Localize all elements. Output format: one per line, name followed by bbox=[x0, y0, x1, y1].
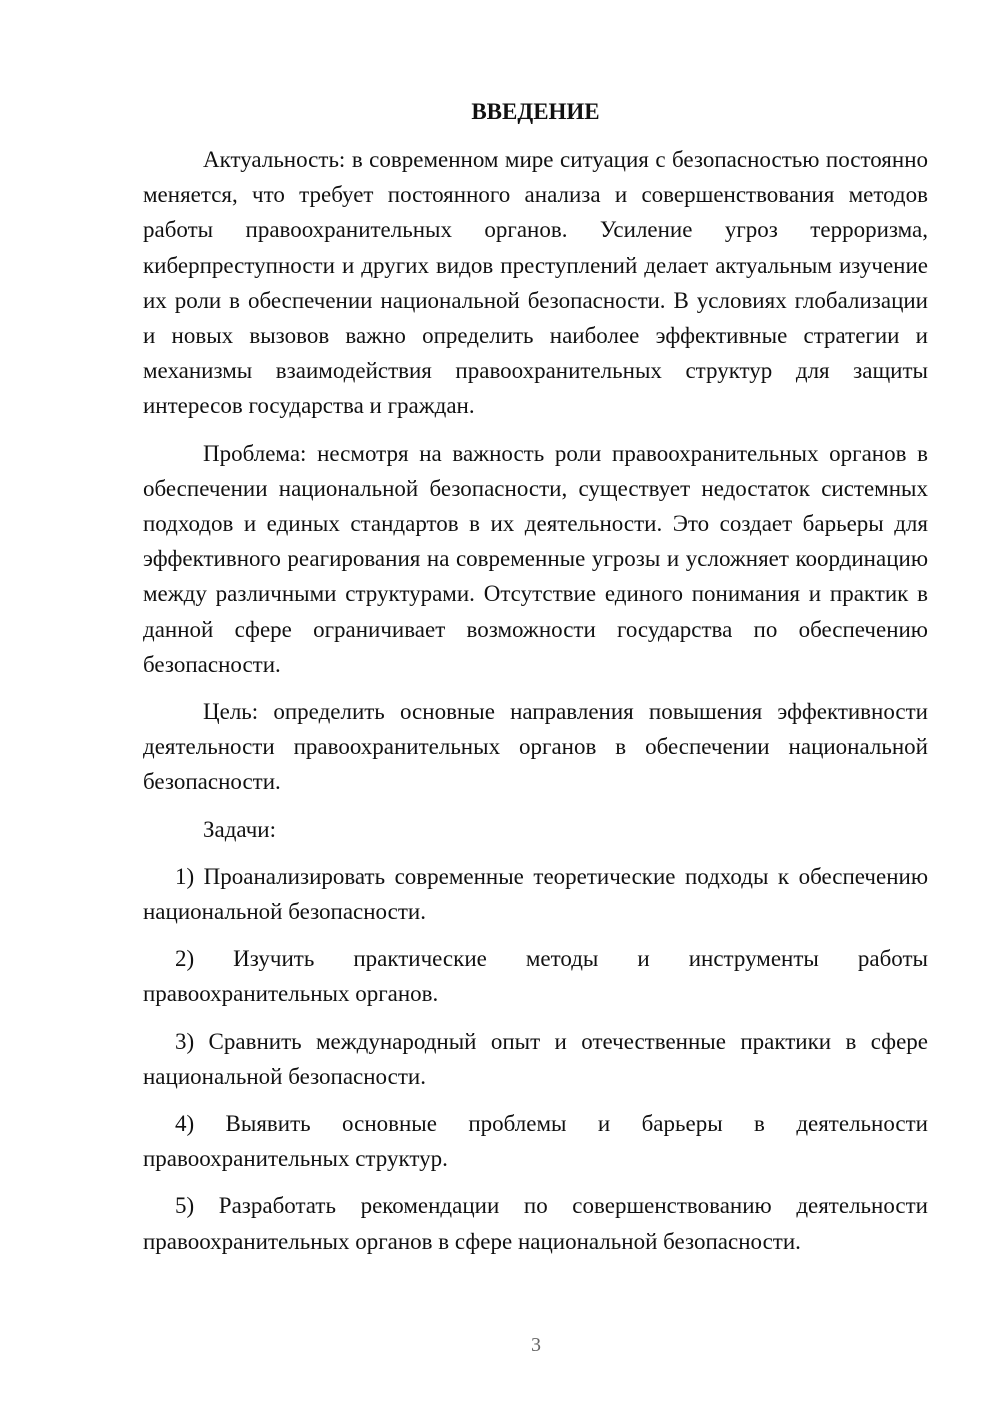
paragraph-relevance: Актуальность: в современном мире ситуация с безопасностью постоянно меняется, что требует постоянного анализа и совершенствования методов работы правоохранительных органов. Усиление угроз терроризма, киберпреступности и других видов преступлений делает актуальным изучение их роли в обеспечении национальной безопасности. В условиях глобализации и новых вызовов важно определить наиболее эффективные стратегии и механизмы взаимодействия правоохранительных структур для защиты интересов государства и граждан. bbox=[143, 147, 928, 419]
page-number: 3 bbox=[531, 1334, 541, 1356]
paragraph-problem: Проблема: несмотря на важность роли правоохранительных органов в обеспечении национальной безопасности, существует недостаток системных подходов и единых стандартов в их деятельности. Это создает барьеры для эффективного реагирования на современные угрозы и усложняет координацию между различными структурами. Отсутствие единого понимания и практик в данной сфере ограничивает возможности государства по обеспечению безопасности. bbox=[143, 440, 928, 677]
section-title: ВВЕДЕНИЕ bbox=[471, 99, 600, 124]
tasks-heading: Задачи: bbox=[203, 816, 276, 842]
page-content bbox=[143, 92, 928, 1271]
task-item-2: 2) Изучить практические методы и инструменты работы правоохранительных органов. bbox=[143, 946, 928, 1007]
task-item-1: 1) Проанализировать современные теоретические подходы к обеспечению национальной безопасности. bbox=[143, 863, 928, 925]
task-item-5: 5) Разработать рекомендации по совершенствованию деятельности правоохранительных органов в сфере национальной безопасности. bbox=[143, 1193, 928, 1254]
task-item-4: 4) Выявить основные проблемы и барьеры в деятельности правоохранительных структур. bbox=[143, 1111, 928, 1172]
paragraph-goal: Цель: определить основные направления повышения эффективности деятельности правоохранительных органов в обеспечении национальной безопасности. bbox=[143, 699, 928, 795]
task-item-3: 3) Сравнить международный опыт и отечественные практики в сфере национальной безопасности. bbox=[143, 1028, 928, 1089]
